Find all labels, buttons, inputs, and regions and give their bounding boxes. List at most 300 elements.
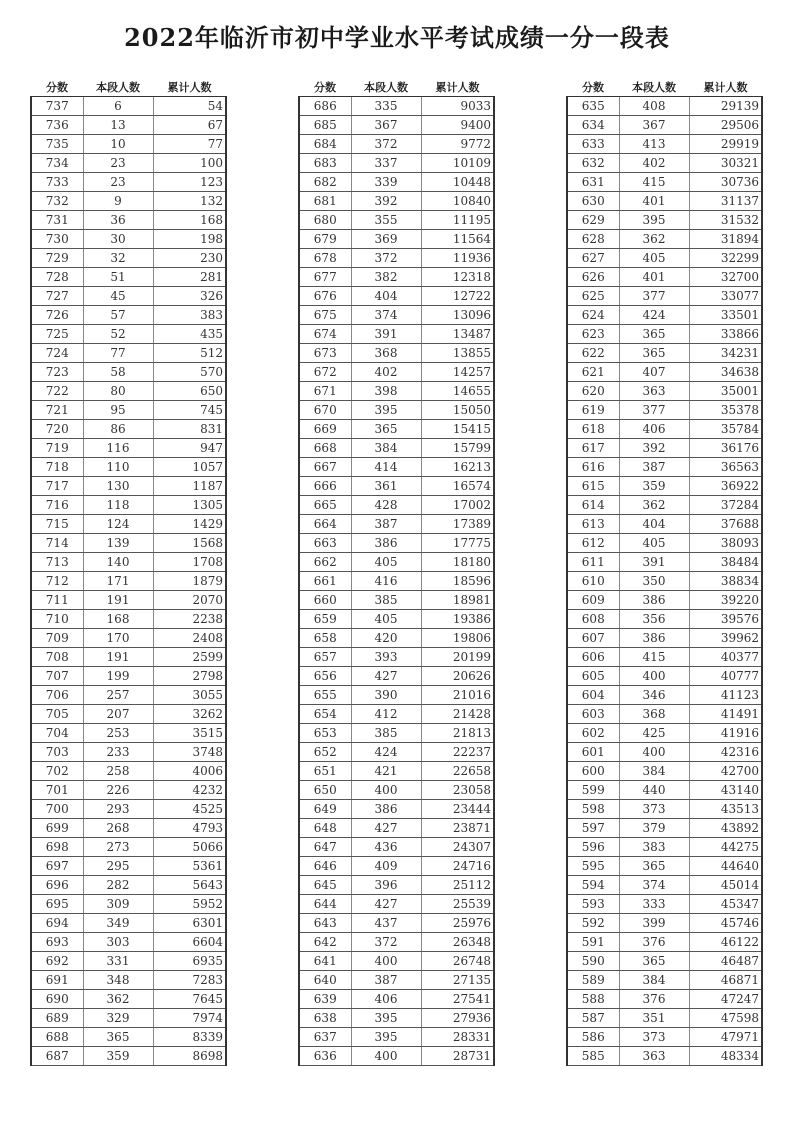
segment-count-cell: 303 <box>83 933 153 952</box>
segment-count-cell: 386 <box>619 591 689 610</box>
score-cell: 687 <box>31 1047 83 1066</box>
cumulative-count-cell: 3262 <box>153 705 226 724</box>
cumulative-count-cell: 23871 <box>421 819 494 838</box>
score-cell: 736 <box>31 116 83 135</box>
segment-count-cell: 404 <box>351 287 421 306</box>
score-cell: 697 <box>31 857 83 876</box>
table-row <box>31 762 226 781</box>
segment-count-cell: 414 <box>351 458 421 477</box>
segment-count-cell: 395 <box>351 401 421 420</box>
segment-count-cell: 329 <box>83 1009 153 1028</box>
table-row <box>31 515 226 534</box>
segment-count-cell: 361 <box>351 477 421 496</box>
table-row <box>567 857 762 876</box>
cumulative-count-cell: 48334 <box>689 1047 762 1066</box>
segment-count-cell: 273 <box>83 838 153 857</box>
segment-count-cell: 398 <box>351 382 421 401</box>
score-cell: 726 <box>31 306 83 325</box>
table-row <box>31 743 226 762</box>
segment-count-cell: 350 <box>619 572 689 591</box>
table-row <box>31 648 226 667</box>
cumulative-count-cell: 42316 <box>689 743 762 762</box>
segment-count-cell: 428 <box>351 496 421 515</box>
segment-count-cell: 369 <box>351 230 421 249</box>
table-row <box>299 249 494 268</box>
table-row <box>567 496 762 515</box>
score-cell: 648 <box>299 819 351 838</box>
table-row <box>31 211 226 230</box>
segment-count-cell: 52 <box>83 325 153 344</box>
cumulative-count-cell: 17389 <box>421 515 494 534</box>
segment-count-cell: 45 <box>83 287 153 306</box>
table-row <box>31 363 226 382</box>
table-row <box>31 933 226 952</box>
score-cell: 713 <box>31 553 83 572</box>
cumulative-count-cell: 3748 <box>153 743 226 762</box>
cumulative-count-cell: 10840 <box>421 192 494 211</box>
table-row <box>31 819 226 838</box>
score-cell: 710 <box>31 610 83 629</box>
score-cell: 670 <box>299 401 351 420</box>
score-cell: 692 <box>31 952 83 971</box>
table-row <box>299 667 494 686</box>
cumulative-count-cell: 19806 <box>421 629 494 648</box>
segment-count-cell: 373 <box>619 1028 689 1047</box>
cumulative-count-cell: 41491 <box>689 705 762 724</box>
segment-count-cell: 372 <box>351 933 421 952</box>
table-row <box>299 610 494 629</box>
cumulative-count-cell: 5066 <box>153 838 226 857</box>
table-row <box>299 572 494 591</box>
score-cell: 601 <box>567 743 619 762</box>
cumulative-count-cell: 24716 <box>421 857 494 876</box>
score-cell: 625 <box>567 287 619 306</box>
cumulative-count-cell: 2798 <box>153 667 226 686</box>
score-cell: 661 <box>299 572 351 591</box>
segment-count-cell: 191 <box>83 648 153 667</box>
segment-count-cell: 95 <box>83 401 153 420</box>
table-row <box>31 420 226 439</box>
table-row <box>31 116 226 135</box>
table-row <box>567 838 762 857</box>
score-cell: 585 <box>567 1047 619 1066</box>
header-score: 分数 <box>31 78 83 97</box>
segment-count-cell: 392 <box>619 439 689 458</box>
segment-count-cell: 396 <box>351 876 421 895</box>
table-row <box>299 743 494 762</box>
score-cell: 602 <box>567 724 619 743</box>
cumulative-count-cell: 5361 <box>153 857 226 876</box>
cumulative-count-cell: 44275 <box>689 838 762 857</box>
segment-count-cell: 400 <box>351 1047 421 1066</box>
cumulative-count-cell: 512 <box>153 344 226 363</box>
table-row <box>31 173 226 192</box>
table-row <box>567 648 762 667</box>
cumulative-count-cell: 13487 <box>421 325 494 344</box>
score-cell: 615 <box>567 477 619 496</box>
segment-count-cell: 416 <box>351 572 421 591</box>
score-cell: 618 <box>567 420 619 439</box>
table-row <box>567 135 762 154</box>
table-row <box>299 781 494 800</box>
cumulative-count-cell: 11564 <box>421 230 494 249</box>
segment-count-cell: 376 <box>619 933 689 952</box>
score-cell: 633 <box>567 135 619 154</box>
score-cell: 688 <box>31 1028 83 1047</box>
table-row <box>31 781 226 800</box>
header-segment-count: 本段人数 <box>83 78 153 97</box>
table-row <box>31 496 226 515</box>
table-row <box>567 382 762 401</box>
cumulative-count-cell: 47598 <box>689 1009 762 1028</box>
segment-count-cell: 386 <box>619 629 689 648</box>
score-cell: 623 <box>567 325 619 344</box>
score-cell: 604 <box>567 686 619 705</box>
segment-count-cell: 30 <box>83 230 153 249</box>
cumulative-count-cell: 35378 <box>689 401 762 420</box>
table-row <box>31 857 226 876</box>
score-cell: 717 <box>31 477 83 496</box>
score-cell: 591 <box>567 933 619 952</box>
cumulative-count-cell: 34638 <box>689 363 762 382</box>
table-row <box>299 591 494 610</box>
score-table-2 <box>298 78 495 1066</box>
segment-count-cell: 253 <box>83 724 153 743</box>
table-row <box>567 401 762 420</box>
score-cell: 650 <box>299 781 351 800</box>
table-row <box>299 268 494 287</box>
cumulative-count-cell: 4006 <box>153 762 226 781</box>
table-row <box>567 990 762 1009</box>
segment-count-cell: 365 <box>619 344 689 363</box>
cumulative-count-cell: 947 <box>153 439 226 458</box>
score-cell: 722 <box>31 382 83 401</box>
cumulative-count-cell: 21813 <box>421 724 494 743</box>
table-header-row <box>31 78 226 97</box>
table-row <box>567 819 762 838</box>
score-cell: 700 <box>31 800 83 819</box>
cumulative-count-cell: 36922 <box>689 477 762 496</box>
cumulative-count-cell: 9400 <box>421 116 494 135</box>
table-row <box>299 287 494 306</box>
score-cell: 586 <box>567 1028 619 1047</box>
cumulative-count-cell: 15799 <box>421 439 494 458</box>
score-cell: 644 <box>299 895 351 914</box>
segment-count-cell: 257 <box>83 686 153 705</box>
cumulative-count-cell: 100 <box>153 154 226 173</box>
table-row <box>299 686 494 705</box>
score-cell: 659 <box>299 610 351 629</box>
score-cell: 725 <box>31 325 83 344</box>
segment-count-cell: 374 <box>619 876 689 895</box>
score-cell: 709 <box>31 629 83 648</box>
table-row <box>299 971 494 990</box>
cumulative-count-cell: 24307 <box>421 838 494 857</box>
table-row <box>567 800 762 819</box>
table-row <box>567 895 762 914</box>
segment-count-cell: 365 <box>619 952 689 971</box>
table-row <box>299 116 494 135</box>
cumulative-count-cell: 38093 <box>689 534 762 553</box>
cumulative-count-cell: 18596 <box>421 572 494 591</box>
cumulative-count-cell: 650 <box>153 382 226 401</box>
cumulative-count-cell: 745 <box>153 401 226 420</box>
score-cell: 607 <box>567 629 619 648</box>
header-cumulative-count: 累计人数 <box>153 78 226 97</box>
score-cell: 608 <box>567 610 619 629</box>
segment-count-cell: 386 <box>351 800 421 819</box>
score-cell: 672 <box>299 363 351 382</box>
table-row <box>567 724 762 743</box>
cumulative-count-cell: 46871 <box>689 971 762 990</box>
score-cell: 590 <box>567 952 619 971</box>
cumulative-count-cell: 54 <box>153 97 226 116</box>
cumulative-count-cell: 38484 <box>689 553 762 572</box>
score-cell: 703 <box>31 743 83 762</box>
segment-count-cell: 139 <box>83 534 153 553</box>
table-row <box>31 135 226 154</box>
score-cell: 683 <box>299 154 351 173</box>
cumulative-count-cell: 36176 <box>689 439 762 458</box>
score-cell: 716 <box>31 496 83 515</box>
segment-count-cell: 57 <box>83 306 153 325</box>
score-cell: 628 <box>567 230 619 249</box>
score-cell: 735 <box>31 135 83 154</box>
header-score: 分数 <box>567 78 619 97</box>
cumulative-count-cell: 22237 <box>421 743 494 762</box>
table-row <box>31 572 226 591</box>
table-row <box>299 515 494 534</box>
table-row <box>299 325 494 344</box>
table-row <box>299 154 494 173</box>
score-cell: 652 <box>299 743 351 762</box>
table-row <box>31 306 226 325</box>
table-row <box>31 97 226 116</box>
score-cell: 727 <box>31 287 83 306</box>
cumulative-count-cell: 15050 <box>421 401 494 420</box>
segment-count-cell: 385 <box>351 591 421 610</box>
table-row <box>567 591 762 610</box>
table-row <box>31 268 226 287</box>
segment-count-cell: 406 <box>619 420 689 439</box>
cumulative-count-cell: 18981 <box>421 591 494 610</box>
score-cell: 645 <box>299 876 351 895</box>
score-cell: 649 <box>299 800 351 819</box>
table-row <box>299 648 494 667</box>
segment-count-cell: 199 <box>83 667 153 686</box>
segment-count-cell: 405 <box>619 249 689 268</box>
score-cell: 592 <box>567 914 619 933</box>
segment-count-cell: 413 <box>619 135 689 154</box>
cumulative-count-cell: 6604 <box>153 933 226 952</box>
score-cell: 707 <box>31 667 83 686</box>
cumulative-count-cell: 2599 <box>153 648 226 667</box>
table-row <box>299 724 494 743</box>
cumulative-count-cell: 435 <box>153 325 226 344</box>
segment-count-cell: 382 <box>351 268 421 287</box>
score-cell: 627 <box>567 249 619 268</box>
cumulative-count-cell: 40777 <box>689 667 762 686</box>
cumulative-count-cell: 23444 <box>421 800 494 819</box>
cumulative-count-cell: 41916 <box>689 724 762 743</box>
segment-count-cell: 387 <box>351 971 421 990</box>
cumulative-count-cell: 43892 <box>689 819 762 838</box>
segment-count-cell: 80 <box>83 382 153 401</box>
table-row <box>31 686 226 705</box>
segment-count-cell: 10 <box>83 135 153 154</box>
cumulative-count-cell: 383 <box>153 306 226 325</box>
header-score: 分数 <box>299 78 351 97</box>
segment-count-cell: 191 <box>83 591 153 610</box>
cumulative-count-cell: 168 <box>153 211 226 230</box>
table-row <box>31 705 226 724</box>
score-cell: 690 <box>31 990 83 1009</box>
score-cell: 624 <box>567 306 619 325</box>
cumulative-count-cell: 29919 <box>689 135 762 154</box>
table-row <box>31 610 226 629</box>
table-row <box>31 838 226 857</box>
score-cell: 634 <box>567 116 619 135</box>
table-row <box>31 1009 226 1028</box>
cumulative-count-cell: 4525 <box>153 800 226 819</box>
table-row <box>567 553 762 572</box>
score-cell: 704 <box>31 724 83 743</box>
segment-count-cell: 331 <box>83 952 153 971</box>
table-row <box>299 420 494 439</box>
segment-count-cell: 424 <box>351 743 421 762</box>
cumulative-count-cell: 27135 <box>421 971 494 990</box>
cumulative-count-cell: 6935 <box>153 952 226 971</box>
cumulative-count-cell: 41123 <box>689 686 762 705</box>
cumulative-count-cell: 35001 <box>689 382 762 401</box>
header-cumulative-count: 累计人数 <box>689 78 762 97</box>
score-cell: 674 <box>299 325 351 344</box>
segment-count-cell: 415 <box>619 173 689 192</box>
segment-count-cell: 118 <box>83 496 153 515</box>
segment-count-cell: 372 <box>351 249 421 268</box>
segment-count-cell: 58 <box>83 363 153 382</box>
score-cell: 684 <box>299 135 351 154</box>
segment-count-cell: 395 <box>619 211 689 230</box>
cumulative-count-cell: 43513 <box>689 800 762 819</box>
score-cell: 631 <box>567 173 619 192</box>
table-row <box>31 230 226 249</box>
table-row <box>567 477 762 496</box>
score-cell: 720 <box>31 420 83 439</box>
segment-count-cell: 268 <box>83 819 153 838</box>
table-row <box>567 781 762 800</box>
segment-count-cell: 365 <box>619 325 689 344</box>
segment-count-cell: 170 <box>83 629 153 648</box>
cumulative-count-cell: 31137 <box>689 192 762 211</box>
table-row <box>567 268 762 287</box>
table-row <box>299 401 494 420</box>
segment-count-cell: 293 <box>83 800 153 819</box>
segment-count-cell: 363 <box>619 1047 689 1066</box>
table-row <box>299 914 494 933</box>
score-cell: 654 <box>299 705 351 724</box>
segment-count-cell: 337 <box>351 154 421 173</box>
cumulative-count-cell: 40377 <box>689 648 762 667</box>
segment-count-cell: 405 <box>619 534 689 553</box>
table-row <box>299 762 494 781</box>
cumulative-count-cell: 23058 <box>421 781 494 800</box>
segment-count-cell: 110 <box>83 458 153 477</box>
cumulative-count-cell: 67 <box>153 116 226 135</box>
segment-count-cell: 233 <box>83 743 153 762</box>
segment-count-cell: 13 <box>83 116 153 135</box>
score-cell: 614 <box>567 496 619 515</box>
score-cell: 698 <box>31 838 83 857</box>
cumulative-count-cell: 21016 <box>421 686 494 705</box>
table-row <box>31 477 226 496</box>
header-segment-count: 本段人数 <box>351 78 421 97</box>
segment-count-cell: 356 <box>619 610 689 629</box>
score-cell: 734 <box>31 154 83 173</box>
cumulative-count-cell: 2408 <box>153 629 226 648</box>
segment-count-cell: 395 <box>351 1009 421 1028</box>
table-row <box>299 895 494 914</box>
cumulative-count-cell: 14257 <box>421 363 494 382</box>
cumulative-count-cell: 32700 <box>689 268 762 287</box>
table-row <box>31 382 226 401</box>
cumulative-count-cell: 13855 <box>421 344 494 363</box>
score-cell: 702 <box>31 762 83 781</box>
cumulative-count-cell: 6301 <box>153 914 226 933</box>
table-row <box>31 1047 226 1066</box>
table-row <box>299 1028 494 1047</box>
score-cell: 696 <box>31 876 83 895</box>
segment-count-cell: 400 <box>351 952 421 971</box>
cumulative-count-cell: 37284 <box>689 496 762 515</box>
segment-count-cell: 391 <box>619 553 689 572</box>
segment-count-cell: 402 <box>619 154 689 173</box>
score-cell: 665 <box>299 496 351 515</box>
score-cell: 639 <box>299 990 351 1009</box>
segment-count-cell: 399 <box>619 914 689 933</box>
segment-count-cell: 427 <box>351 667 421 686</box>
segment-count-cell: 348 <box>83 971 153 990</box>
score-cell: 655 <box>299 686 351 705</box>
segment-count-cell: 421 <box>351 762 421 781</box>
table-row <box>567 249 762 268</box>
segment-count-cell: 407 <box>619 363 689 382</box>
cumulative-count-cell: 230 <box>153 249 226 268</box>
score-cell: 677 <box>299 268 351 287</box>
cumulative-count-cell: 15415 <box>421 420 494 439</box>
score-cell: 641 <box>299 952 351 971</box>
segment-count-cell: 400 <box>351 781 421 800</box>
segment-count-cell: 405 <box>351 553 421 572</box>
table-row <box>299 1047 494 1066</box>
score-cell: 695 <box>31 895 83 914</box>
cumulative-count-cell: 12722 <box>421 287 494 306</box>
header-cumulative-count: 累计人数 <box>421 78 494 97</box>
score-cell: 638 <box>299 1009 351 1028</box>
segment-count-cell: 51 <box>83 268 153 287</box>
cumulative-count-cell: 39962 <box>689 629 762 648</box>
score-cell: 596 <box>567 838 619 857</box>
segment-count-cell: 406 <box>351 990 421 1009</box>
cumulative-count-cell: 45347 <box>689 895 762 914</box>
table-row <box>31 895 226 914</box>
segment-count-cell: 359 <box>83 1047 153 1066</box>
cumulative-count-cell: 34231 <box>689 344 762 363</box>
cumulative-count-cell: 4232 <box>153 781 226 800</box>
cumulative-count-cell: 25539 <box>421 895 494 914</box>
table-row <box>299 211 494 230</box>
table-row <box>299 192 494 211</box>
